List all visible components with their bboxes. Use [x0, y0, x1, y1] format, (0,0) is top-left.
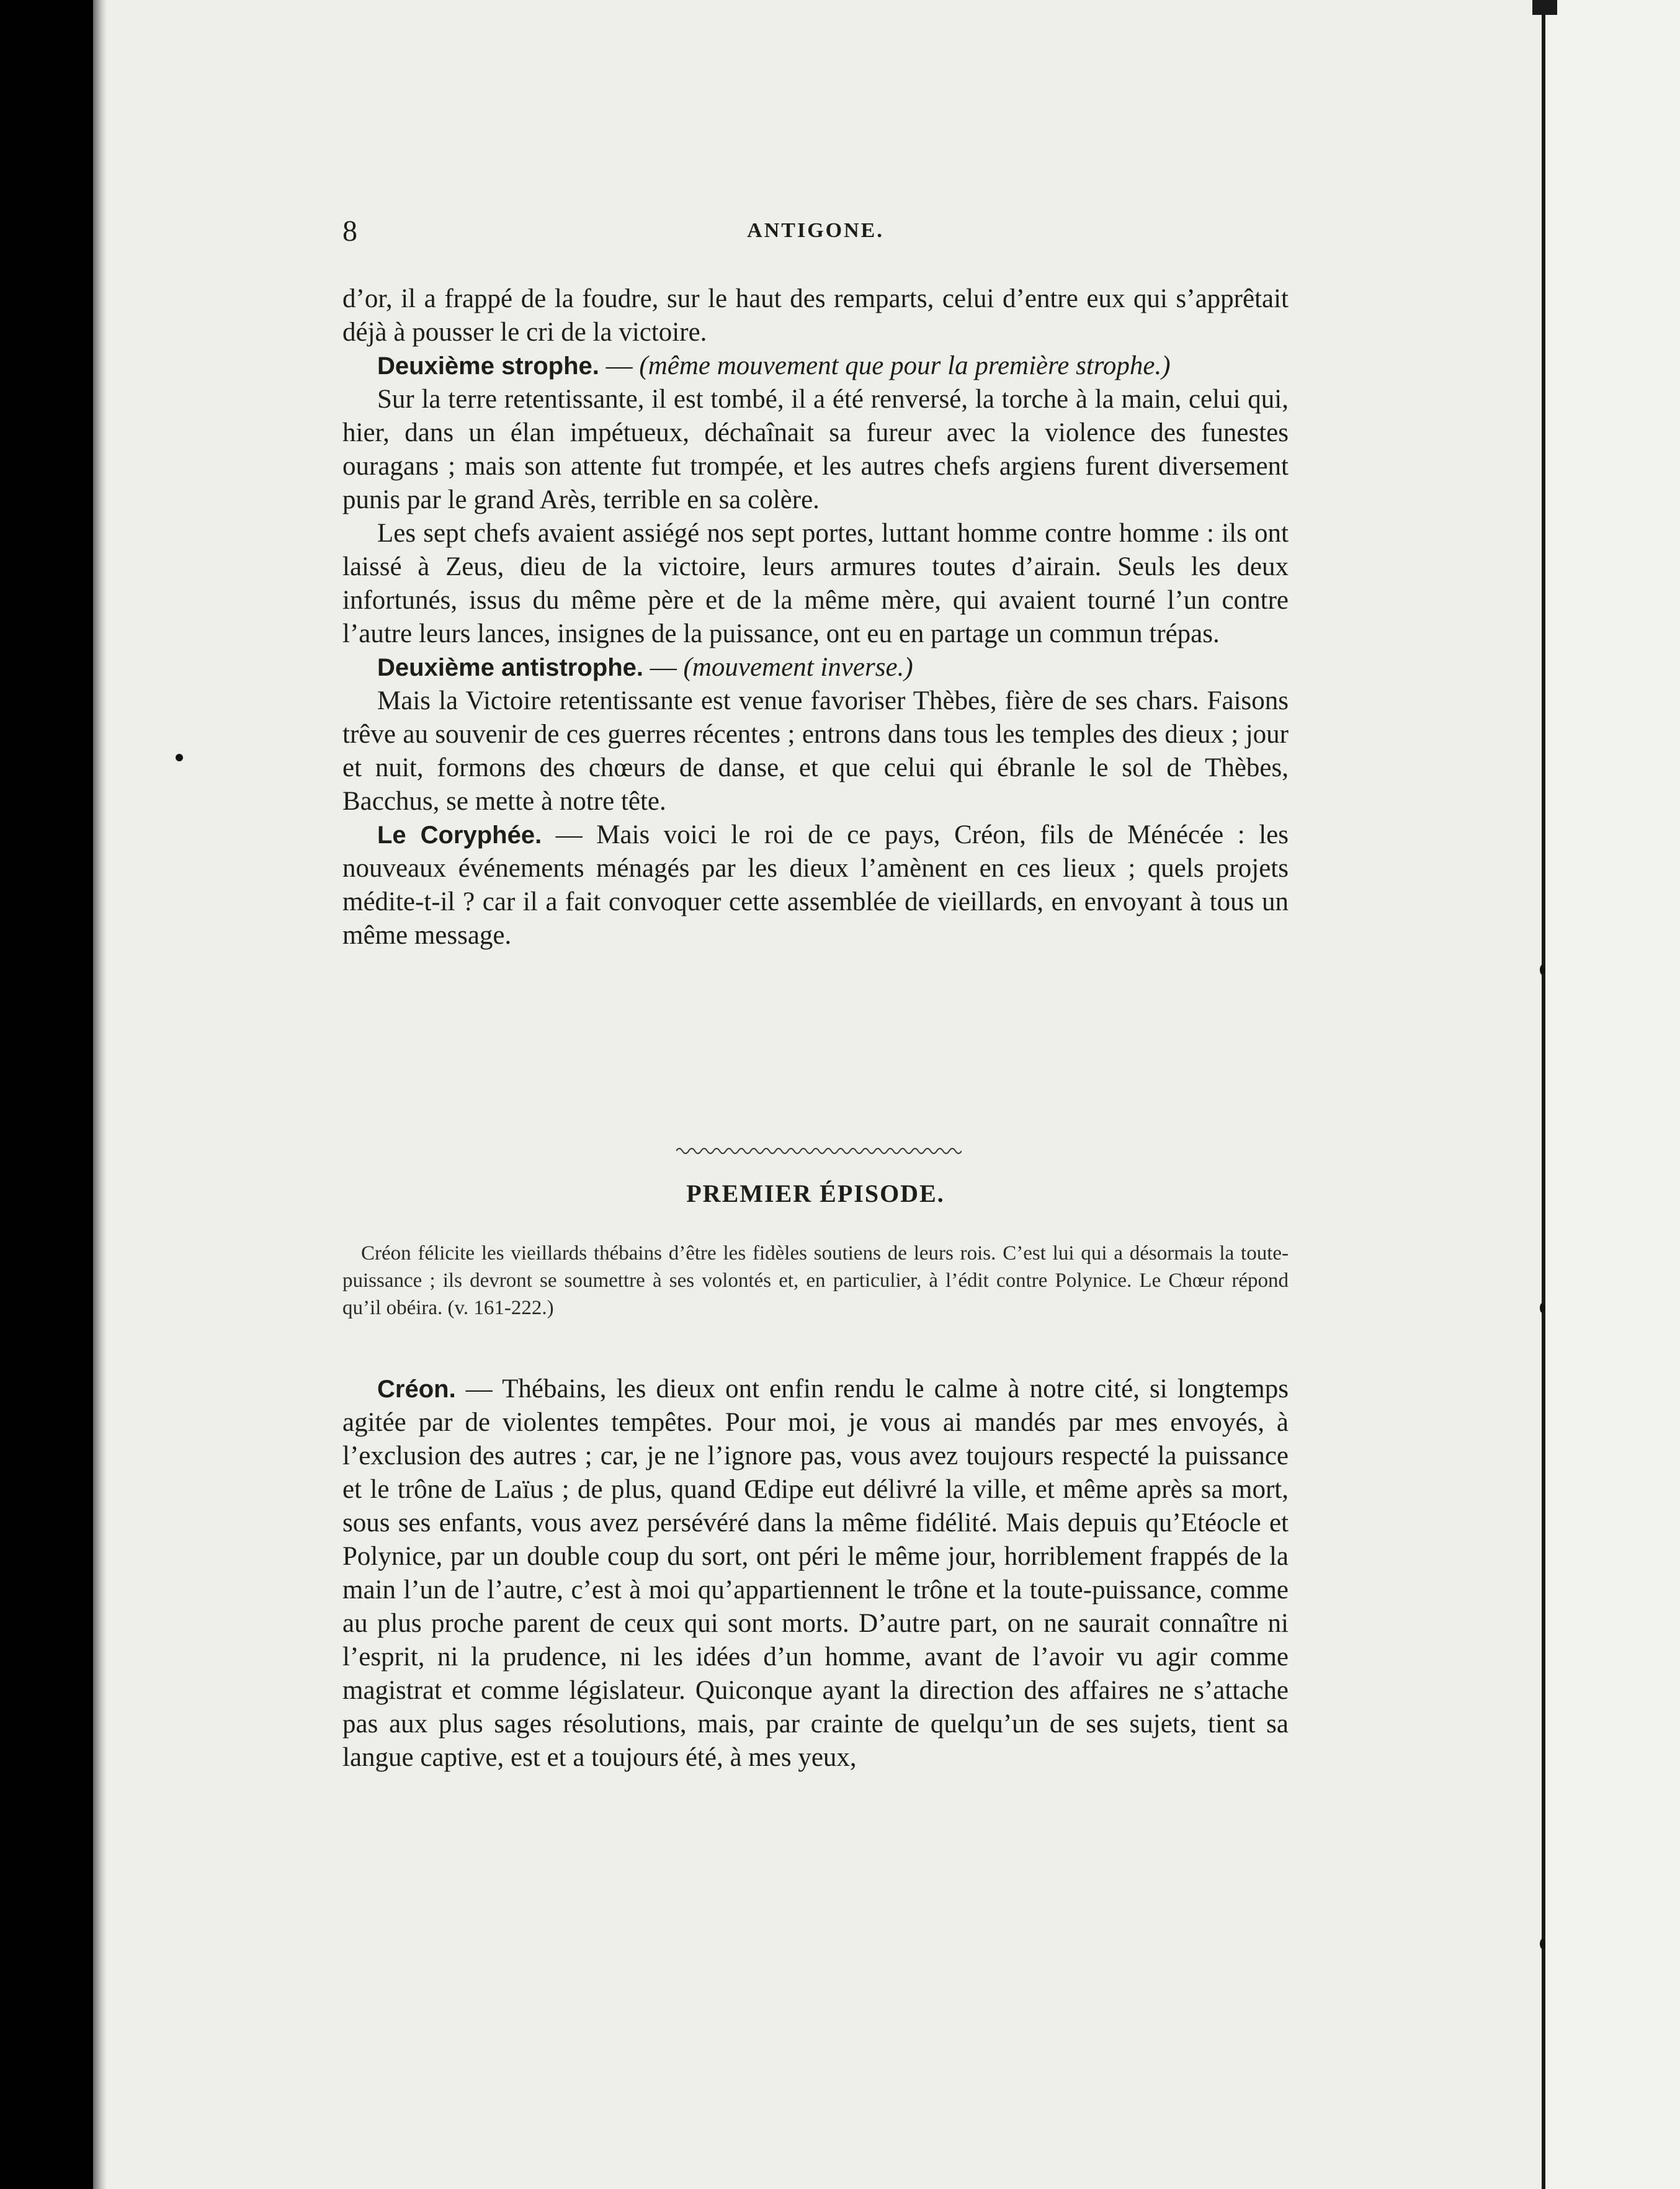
episode-summary: Créon félicite les vieillards thébains d’être les fidèles soutiens de leurs rois. C’est lui qui a désormais la toute-puissance ; ils devront se soumettre à ses volontés et, en particulier, à l’édit contre Polynice. Le Chœur répond qu’il obéira. (v. 161-222.) [342, 1242, 1289, 1319]
speaker-name: Créon. [377, 1376, 456, 1403]
speech-coryphee [342, 818, 1289, 952]
section-title: PREMIER ÉPISODE. [686, 1180, 945, 1207]
gutter-mark [1540, 1303, 1545, 1313]
page-header [342, 214, 1289, 251]
text-lower [342, 1372, 1289, 1775]
stage-direction: (mouvement inverse.) [683, 653, 913, 682]
stage-direction: (même mouvement que pour la première strophe.) [639, 351, 1171, 380]
strophe-heading [342, 349, 1289, 383]
margin-dot [176, 754, 183, 761]
dash: — [542, 820, 597, 849]
paragraph: Les sept chefs avaient assiégé nos sept portes, luttant homme contre homme : ils ont laissé à Zeus, dieu de la victoire, leurs armures toutes d’airain. Seuls les deux infortunés, issus du même père et de la même mère, qui avaient tourné l’un contre l’autre leurs lances, insignes de la puissance, ont eu en partage un commun trépas. [342, 519, 1289, 648]
antistrophe-heading [342, 651, 1289, 684]
page-edge-shadow [93, 0, 107, 2189]
speech-creon [342, 1372, 1289, 1775]
gutter-mark [1540, 965, 1545, 975]
speech-text: Mais voici le roi de ce pays, Créon, fils de Ménécée : les nouveaux événements ménagés par les dieux l’amènent en ces lieux ; quels projets médite-t-il ? car il a fait convoquer cette assemblée de vieillards, en envoyant à tous un même message. [342, 820, 1289, 950]
text-upper [342, 282, 1289, 952]
paragraph: Mais la Victoire retentissante est venue favoriser Thèbes, fière de ses chars. Faisons trêve au souvenir de ces guerres récentes ; entrons dans tous les temples des dieux ; jour et nuit, formons des chœurs de danse, et que celui qui ébranle le sol de Thèbes, Bacchus, se mette à notre tête. [342, 686, 1289, 816]
paragraph: d’or, il a frappé de la foudre, sur le haut des remparts, celui d’entre eux qui s’apprêtait déjà à pousser le cri de la victoire. [342, 284, 1289, 347]
running-title: ANTIGONE. [747, 219, 884, 242]
next-page-edge [1542, 0, 1680, 2189]
gutter-mark [1540, 1939, 1545, 1949]
page-number: 8 [342, 215, 357, 248]
ornament-divider [676, 1145, 962, 1157]
section-label: Deuxième strophe. [377, 352, 599, 380]
section-label: Deuxième antistrophe. [377, 654, 644, 681]
dash: — [643, 653, 684, 682]
paragraph: Sur la terre retentissante, il est tombé, il a été renversé, la torche à la main, celui qui, hier, dans un élan impétueux, déchaînait sa fureur avec la violence des funestes ouragans ; mais son attente fut trompée, et les autres chefs argiens furent diversement punis par le grand Arès, terrible en sa colère. [342, 385, 1289, 514]
speaker-name: Le Coryphée. [377, 821, 542, 849]
page-gutter-line [1542, 0, 1545, 2189]
dash: — [599, 351, 640, 380]
dash: — [455, 1374, 503, 1403]
page-gutter-top [1532, 0, 1557, 15]
speech-text: Thébains, les dieux ont enfin rendu le calme à notre cité, si longtemps agitée par de violentes tempêtes. Pour moi, je vous ai mandés par mes envoyés, à l’exclusion des autres ; car, je ne l’ignore pas, vous avez toujours respecté la puissance et le trône de Laïus ; de plus, quand Œdipe eut délivré la ville, et même après sa mort, sous ses enfants, vous avez persévéré dans la même fidélité. Mais depuis qu’Etéocle et Polynice, par un double coup du sort, ont péri le même jour, horriblement frappés de la main l’un de l’autre, c’est à moi qu’appartiennent le trône et la toute-puissance, comme au plus proche parent de ceux qui sont morts. D’autre part, on ne saurait connaître ni l’esprit, ni la prudence, ni les idées d’un homme, avant de l’avoir vu agir comme magistrat et comme législateur. Quiconque ayant la direction des affaires ne s’attache pas aux plus sages résolutions, mais, par crainte de quelqu’un de ses sujets, tient sa langue captive, est et a toujours été, à mes yeux, [342, 1374, 1289, 1772]
